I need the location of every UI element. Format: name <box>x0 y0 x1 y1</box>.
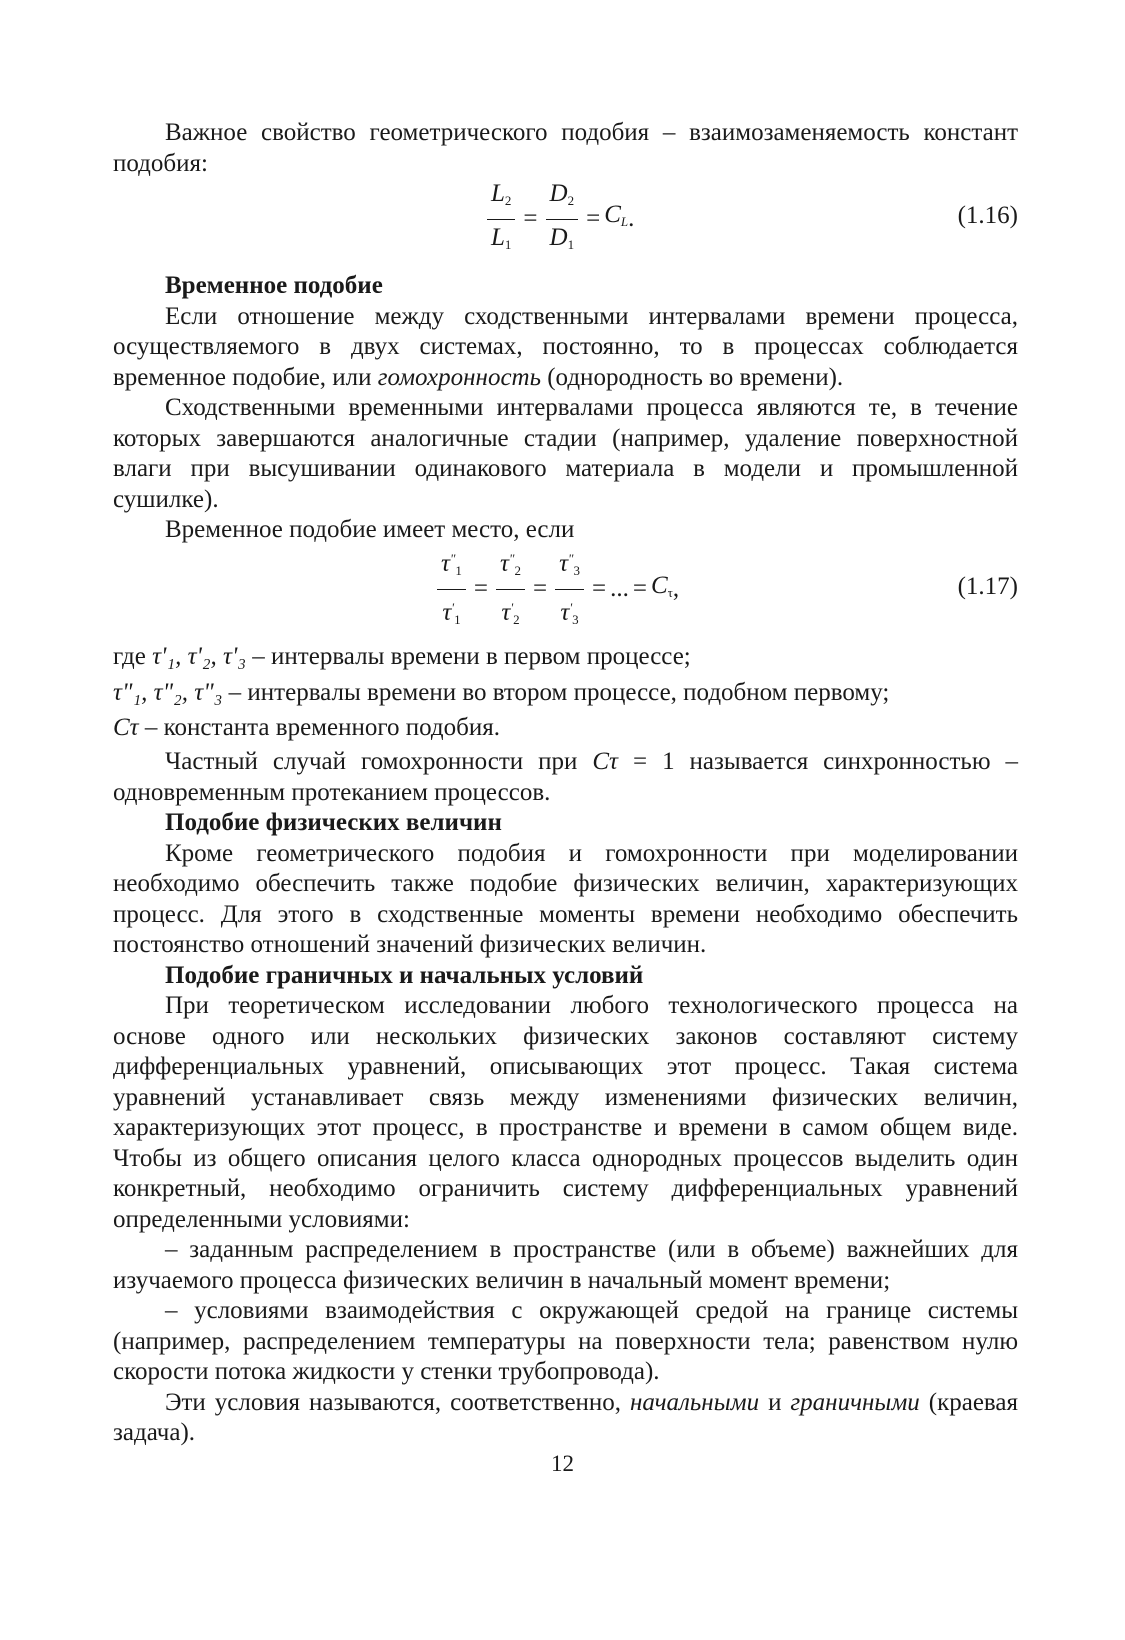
temporal-paragraph-3: Временное подобие имеет место, если <box>165 516 575 543</box>
synchronicity-paragraph: Частный случай гомохронности при Cτ = 1 называется синхронностью – одновременным протеканием процессов. <box>113 748 1018 806</box>
page-number: 12 <box>551 1451 574 1476</box>
fraction-tau-2: $\frac{\tau^"_2}{\tau'_2}$ <box>496 544 525 635</box>
heading-temporal-similarity: Временное подобие <box>165 272 383 299</box>
constant-Ctau: $C_\tau$ <box>650 571 673 600</box>
boundary-list-item-1: – заданным распределением в пространстве (или в объеме) важнейших для изучаемого процесса физических величин в начальный момент времени; <box>113 1236 1018 1294</box>
heading-physical-similarity: Подобие физических величин <box>165 809 502 836</box>
heading-boundary-similarity: Подобие граничных и начальных условий <box>165 961 644 989</box>
equation-number: (1.17) <box>957 572 1018 600</box>
definition-second-intervals: τ"₁, τ"₂, τ"₃ – интервалы времени во втором процессе, подобном первому; <box>113 679 890 706</box>
definition-first-intervals: где τ'₁, τ'₂, τ'₃ – интервалы времени в первом процессе; <box>113 642 691 670</box>
fraction-tau-1: $\frac{\tau^"_1}{\tau'_1}$ <box>437 544 466 635</box>
temporal-paragraph-2: Сходственными временными интервалами процесса являются те, в течение которых завершаются аналогичные стадии (например, удаление поверхностной влаги при высушивании одинакового материала в модели и промышленной сушилке). <box>113 394 1018 513</box>
physical-paragraph: Кроме геометрического подобия и гомохронности при моделировании необходимо обеспечить также подобие физических величин, характеризующих процесс. Для этого в сходственные моменты времени необходимо обеспечить постоянство отношений значений физических величин. <box>113 839 1018 958</box>
equation-number: (1.16) <box>957 202 1018 229</box>
term-homochronicity: гомохронность <box>377 363 541 391</box>
formula-1-17: $\frac{\tau^"_1}{\tau'_1}$ = $\frac{\tau^"_2}{\tau'_2}$ = $\frac{\tau^"_3}{\tau'_3}$ = ... = $C_\tau$ , <box>433 546 679 634</box>
boundary-paragraph-2: Эти условия называются, соответственно, начальными и граничными (краевая задача). <box>113 1388 1018 1446</box>
intro-paragraph: Важное свойство геометрического подобия – взаимозаменяемость констант подобия: <box>113 119 1018 177</box>
equation-1-17 <box>113 546 1018 634</box>
fraction-L: $\frac{L_2}{L_1}$ <box>487 179 515 260</box>
boundary-list-item-2: – условиями взаимодействия с окружающей средой на границе системы (например, распределением температуры на поверхности тела; равенством нулю скорости потока жидкости у стенки трубопровода). <box>113 1297 1018 1385</box>
temporal-paragraph-1: Если отношение между сходственными интервалами времени процесса, осуществляемого в двух системах, постоянно, то в процессах соблюдается временное подобие, или гомохронность (однородность во времени). <box>113 302 1018 391</box>
text-column <box>113 118 1018 1449</box>
fraction-D: $\frac{D_2}{D_1}$ <box>546 179 579 260</box>
definition-constant: Cτ – константа временного подобия. <box>113 713 500 741</box>
formula-1-16: $\frac{L_2}{L_1}$ = $\frac{D_2}{D_1}$ = $C_L$ . <box>483 179 634 259</box>
equation-1-16 <box>113 179 1018 259</box>
boundary-paragraph-1: При теоретическом исследовании любого технологического процесса на основе одного или нескольких физических законов составляют систему дифференциальных уравнений, описывающих этот процесс. Такая система уравнений устанавливает связь между изменениями физических величин, характеризующих этот процесс, в пространстве и времени в самом общем виде. Чтобы из общего описания целого класса однородных процессов выделить один конкретный, необходимо ограничить систему дифференциальных уравнений определенными условиями: <box>113 992 1018 1233</box>
constant-CL: $C_L$ <box>604 201 629 230</box>
fraction-tau-3: $\frac{\tau^"_3}{\tau'_3}$ <box>555 544 584 635</box>
